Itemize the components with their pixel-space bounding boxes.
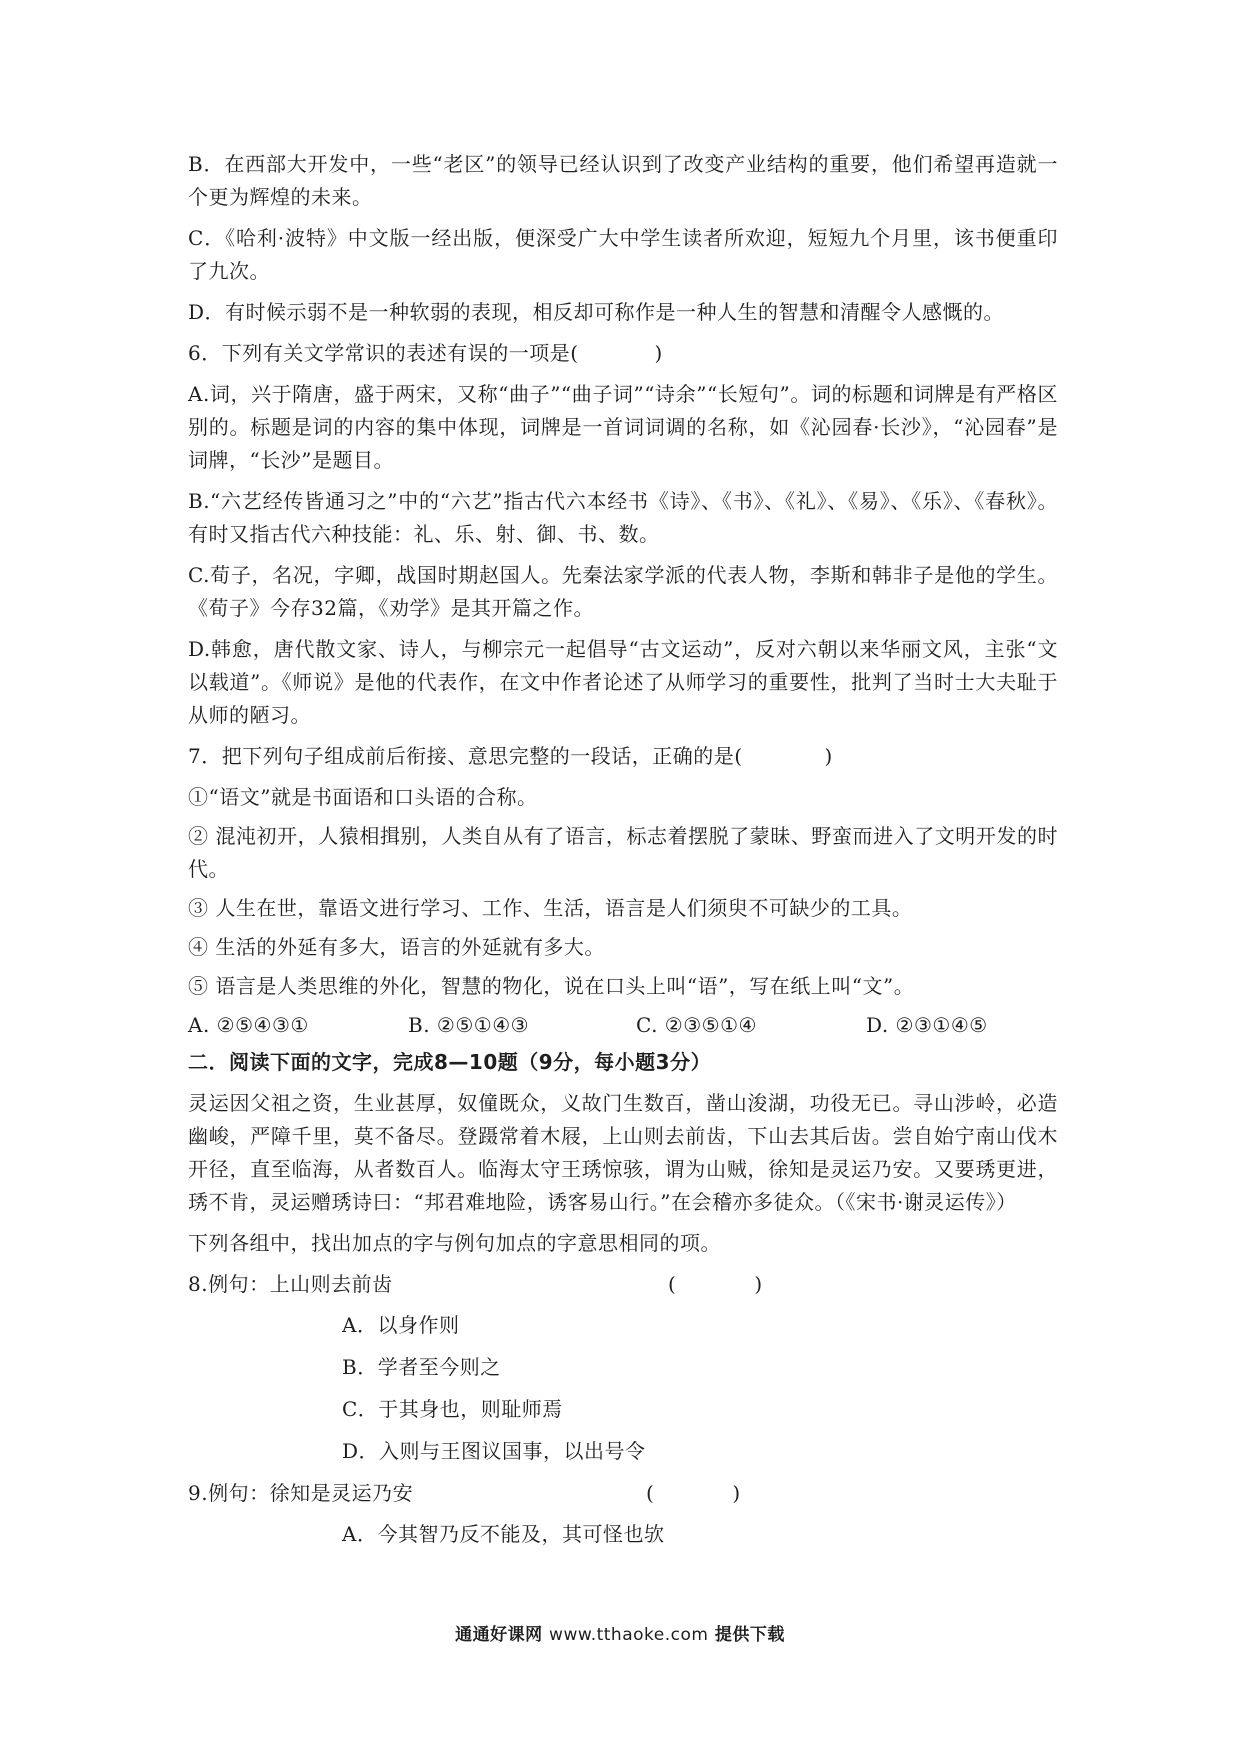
q8-option-b: B．学者至今则之 [342, 1355, 501, 1379]
q9-paren-close: ) [732, 1481, 741, 1505]
page-footer [0, 1620, 1240, 1645]
q7-sentence-1: ①“语文”就是书面语和口头语的合称。 [188, 785, 538, 809]
q8-stem [188, 1268, 1058, 1301]
q6-stem-text: 6．下列有关文学常识的表述有误的一项是( [188, 341, 579, 365]
q6-stem [188, 337, 1058, 370]
q6-answer-paren: ) [654, 341, 663, 365]
q8-option-a: A．以身作则 [342, 1313, 460, 1337]
q7-option-b: B. ②⑤①④③ [408, 1013, 530, 1037]
q7-stem-text: 7．把下列句子组成前后衔接、意思完整的一段话，正确的是( [188, 744, 743, 768]
q7-option-a: A. ②⑤④③① [188, 1013, 309, 1037]
q6-option-a: A.词，兴于隋唐，盛于两宋，又称“曲子”“曲子词”“诗余”“长短句”。词的标题和词牌是有严格区别的。标题是词的内容的集中体现，词牌是一首词词调的名称，如《沁园春·长沙》，“沁园春”是词牌，“长沙”是题目。 [188, 382, 1058, 472]
q7-answer-paren: ) [824, 744, 833, 768]
q7-stem [188, 740, 1058, 773]
q5-option-d: D．有时候示弱不是一种软弱的表现，相反却可称作是一种人生的智慧和清醒令人感慨的。 [188, 300, 1005, 324]
q5-option-b: B．在西部大开发中，一些“老区”的领导已经认识到了改变产业结构的重要，他们希望再造就一个更为辉煌的未来。 [188, 152, 1058, 209]
exam-page [188, 148, 1058, 1560]
reading-passage: 灵运因父祖之资，生业甚厚，奴僮既众，义故门生数百，凿山浚湖，功役无已。寻山涉岭，必造幽峻，严障千里，莫不备尽。登蹑常着木屐，上山则去前齿，下山去其后齿。尝自始宁南山伐木开径，直至临海，从者数百人。临海太守王琇惊骇，谓为山贼，徐知是灵运乃安。又要琇更进，琇不肯，灵运赠琇诗曰：“邦君难地险，诱客易山行。”在会稽亦多徒众。（《宋书·谢灵运传》） [188, 1091, 1058, 1214]
footer-suffix: 提供下载 [714, 1625, 785, 1645]
reading-instruction: 下列各组中，找出加点的字与例句加点的字意思相同的项。 [188, 1231, 721, 1255]
q9-paren-open: ( [646, 1481, 655, 1505]
q8-option-d: D．入则与王图议国事，以出号令 [342, 1439, 646, 1463]
q6-option-c: C.荀子，名况，字卿，战国时期赵国人。先秦法家学派的代表人物，李斯和韩非子是他的学生。《荀子》今存32篇，《劝学》是其开篇之作。 [188, 563, 1058, 620]
footer-url-link[interactable]: www.tthaoke.com [549, 1625, 709, 1645]
q7-sentence-3: ③ 人生在世，靠语文进行学习、工作、生活，语言是人们须臾不可缺少的工具。 [188, 896, 913, 920]
q7-options [188, 1009, 1058, 1042]
q5-option-c: C．《哈利·波特》中文版一经出版，便深受广大中学生读者所欢迎，短短九个月里，该书便重印了九次。 [188, 226, 1058, 283]
q9-stem-text: 9.例句：徐知是灵运乃安 [188, 1481, 414, 1505]
q8-paren-open: ( [668, 1272, 677, 1296]
q6-option-b: B.“六艺经传皆通习之”中的“六艺”指古代六本经书《诗》、《书》、《礼》、《易》、《乐》、《春秋》。有时又指古代六种技能：礼、乐、射、御、书、数。 [188, 489, 1058, 546]
q6-option-d: D.韩愈，唐代散文家、诗人，与柳宗元一起倡导“古文运动”，反对六朝以来华丽文风，主张“文以载道”。《师说》是他的代表作，在文中作者论述了从师学习的重要性，批判了当时士大夫耻于从师的陋习。 [188, 637, 1058, 727]
q7-sentence-2: ② 混沌初开，人猿相揖别，人类自从有了语言，标志着摆脱了蒙昧、野蛮而进入了文明开发的时代。 [188, 824, 1058, 881]
q7-sentence-4: ④ 生活的外延有多大，语言的外延就有多大。 [188, 935, 605, 959]
q8-option-c: C．于其身也，则耻师焉 [342, 1397, 563, 1421]
section-2-heading: 二．阅读下面的文字，完成8—10题（9分，每小题3分） [188, 1050, 712, 1074]
footer-brand: 通通好课网 [455, 1625, 543, 1645]
q7-option-d: D. ②③①④⑤ [866, 1013, 988, 1037]
q9-stem [188, 1477, 1058, 1510]
q7-option-c: C. ②③⑤①④ [636, 1013, 757, 1037]
q9-option-a: A．今其智乃反不能及，其可怪也欤 [342, 1522, 665, 1546]
q8-stem-text: 8.例句：上山则去前齿 [188, 1272, 393, 1296]
q8-paren-close: ) [754, 1272, 763, 1296]
q7-sentence-5: ⑤ 语言是人类思维的外化，智慧的物化，说在口头上叫“语”，写在纸上叫“文”。 [188, 974, 915, 998]
